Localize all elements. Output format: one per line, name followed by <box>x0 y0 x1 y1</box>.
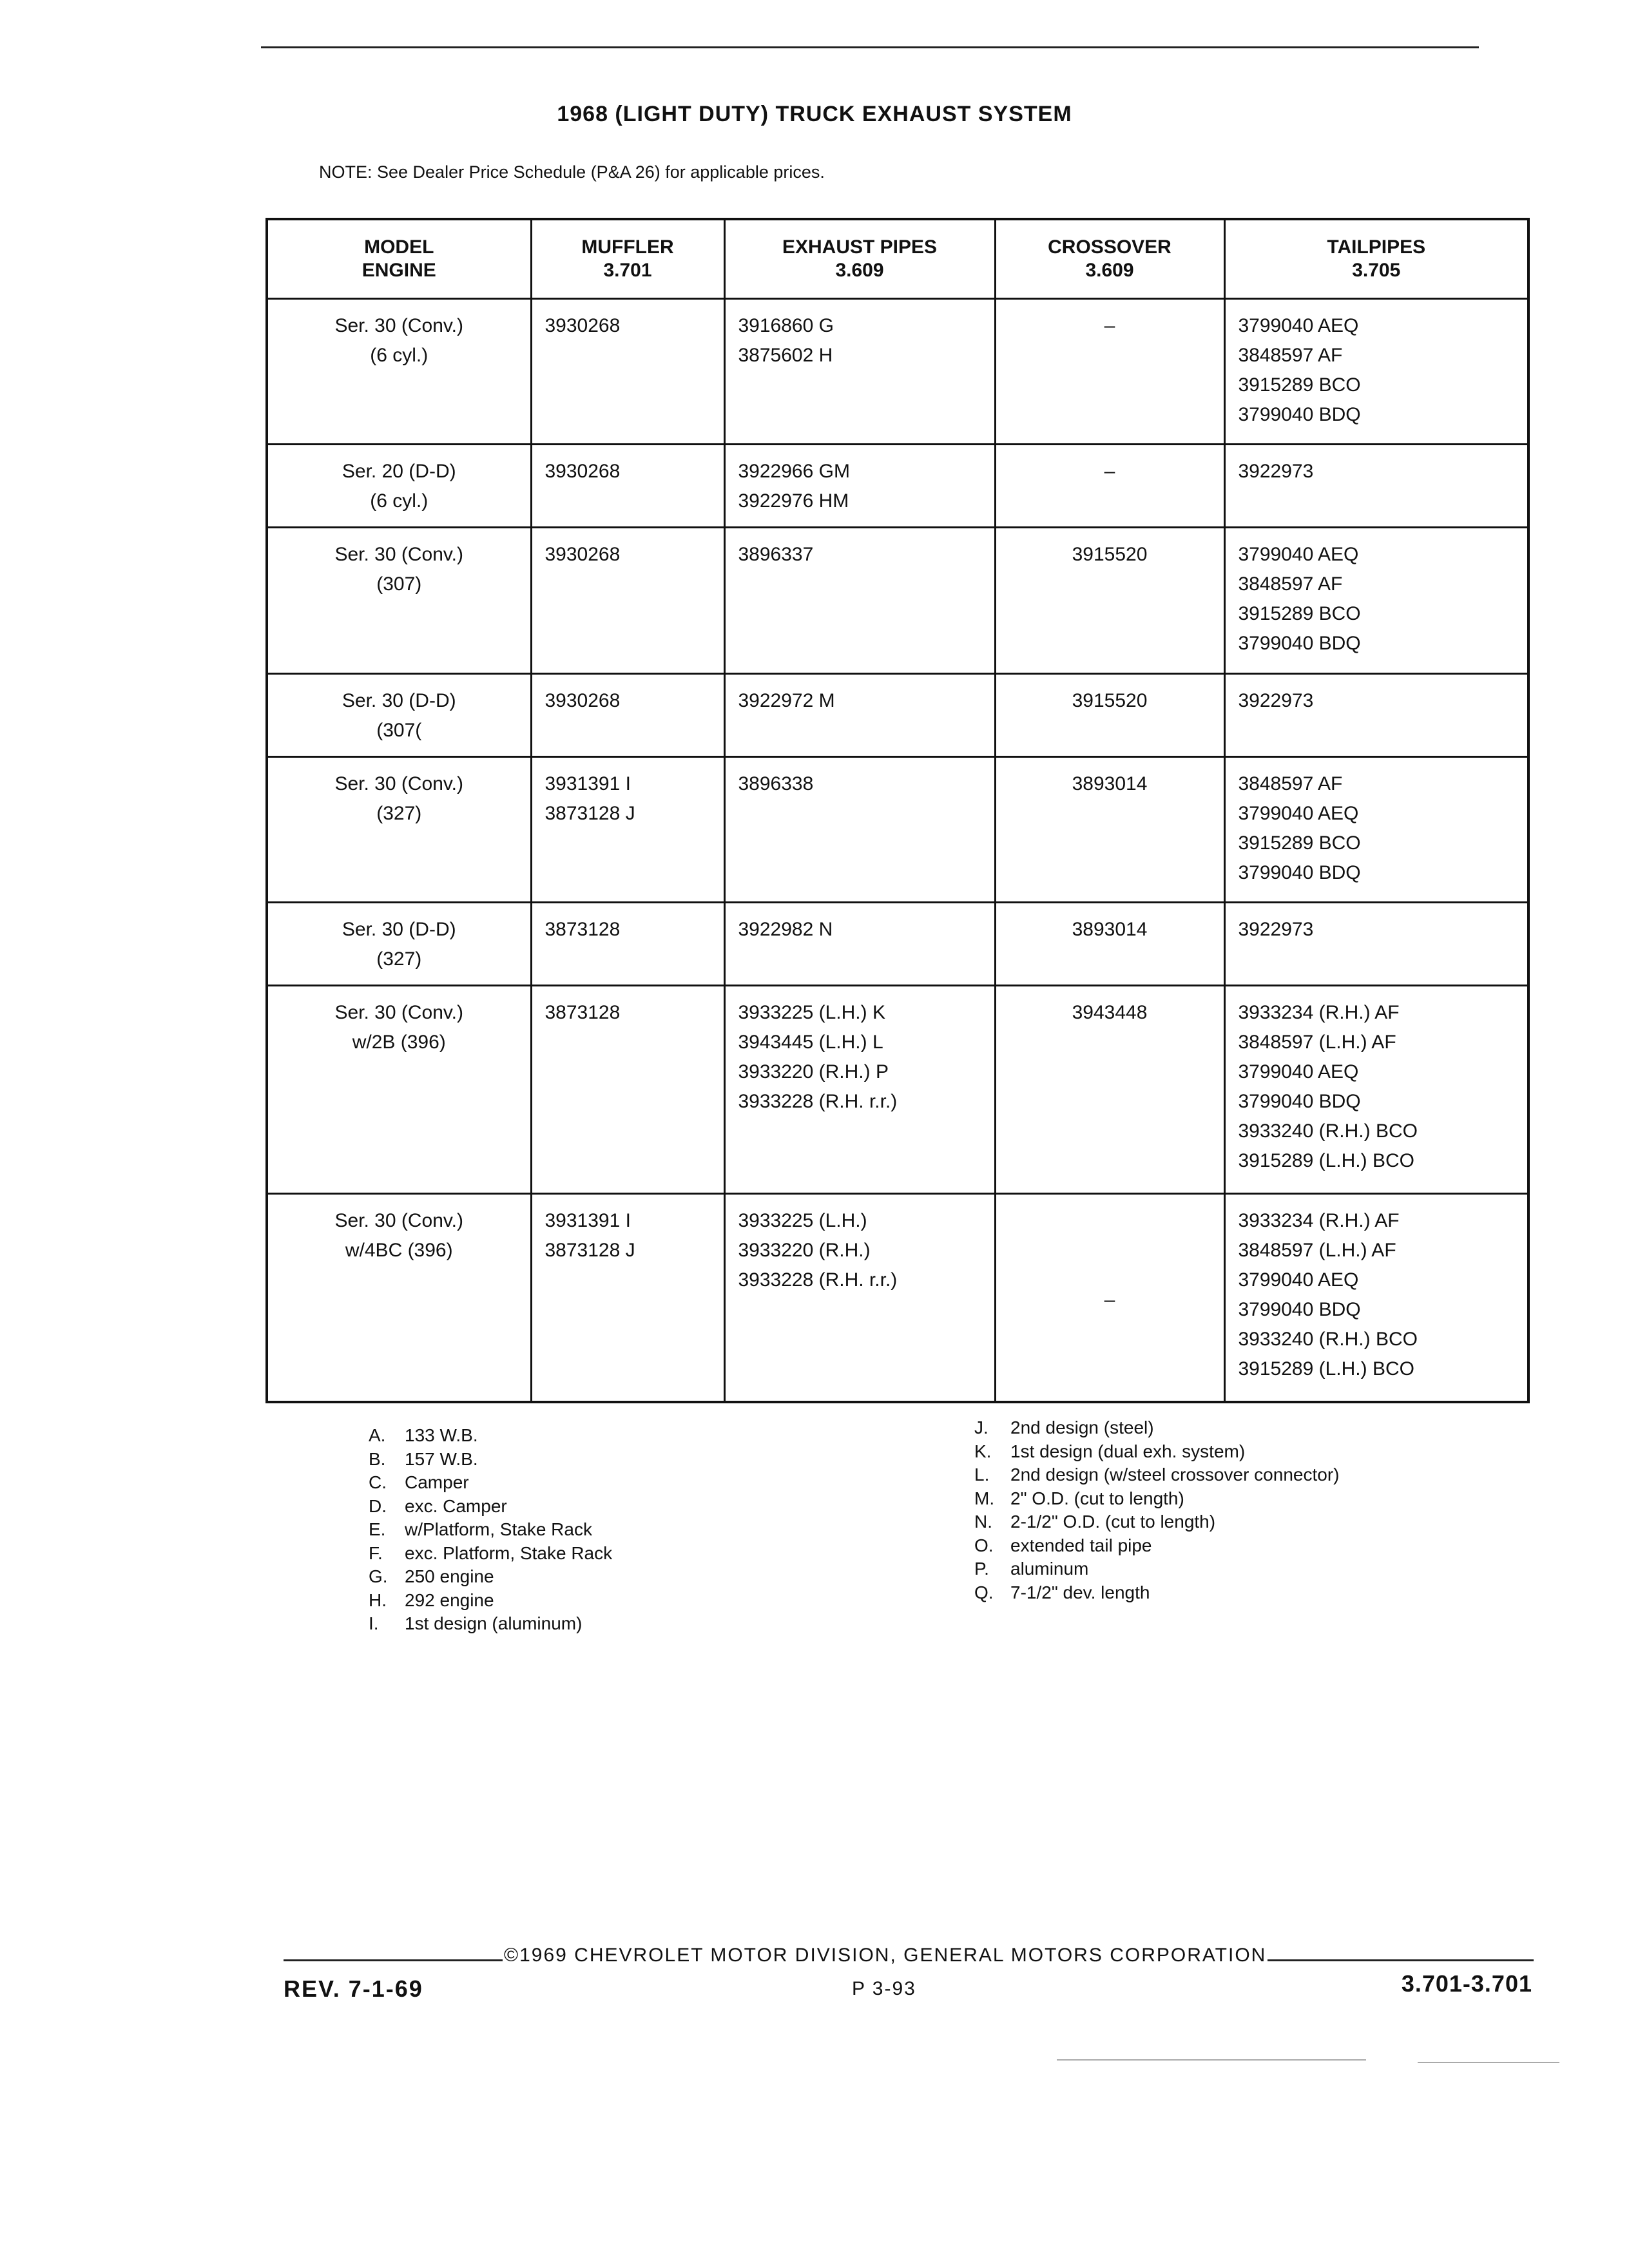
table-row <box>267 756 1528 902</box>
table-row <box>267 1194 1528 1402</box>
cell-text: 3848597 AF <box>1238 345 1343 366</box>
cell-tailpipes <box>1224 756 1528 902</box>
exhaust-parts-table <box>265 218 1530 1403</box>
cell-text: 3933220 (R.H.) P <box>738 1061 889 1083</box>
cell-text: (6 cyl.) <box>370 490 429 512</box>
footnote-text: 2" O.D. (cut to length) <box>1010 1488 1184 1508</box>
cell-text: 3922972 M <box>738 689 835 711</box>
footnote-text: w/Platform, Stake Rack <box>405 1519 592 1539</box>
cell-text: – <box>1104 315 1115 336</box>
footnote-key: F. <box>369 1542 383 1563</box>
cell-pipes <box>724 445 995 528</box>
cell-muffler <box>531 673 724 756</box>
cell-text: 3848597 (L.H.) AF <box>1238 1032 1396 1053</box>
footnote-item <box>974 1510 1339 1534</box>
cell-text: 3915289 BCO <box>1238 832 1361 854</box>
table-row <box>267 902 1528 985</box>
cell-text: 3915289 (L.H.) BCO <box>1238 1358 1414 1380</box>
copyright-text: ©1969 CHEVROLET MOTOR DIVISION, GENERAL MOTORS CORPORATION <box>504 1945 1267 1966</box>
cell-text: 3893014 <box>1072 773 1148 794</box>
table-header-row <box>267 219 1528 299</box>
cell-model <box>267 445 531 528</box>
cell-tailpipes <box>1224 299 1528 445</box>
cell-text: 3933225 (L.H.) K <box>738 1002 885 1024</box>
footnote-item <box>974 1487 1339 1511</box>
footnote-text: Camper <box>405 1472 469 1492</box>
cell-model <box>267 756 531 902</box>
cell-pipes <box>724 986 995 1194</box>
cell-text: 3873128 J <box>545 802 635 824</box>
cell-text: 3933234 (R.H.) AF <box>1238 1002 1400 1024</box>
cell-text: 3848597 AF <box>1238 573 1343 595</box>
footnote-item <box>369 1518 612 1542</box>
cell-text: 3922976 HM <box>738 490 849 512</box>
column-header-text: 3.705 <box>1352 260 1401 281</box>
cell-pipes <box>724 673 995 756</box>
cell-text: 3933220 (R.H.) <box>738 1240 871 1262</box>
footnote-key: Q. <box>974 1582 994 1602</box>
cell-text: 3933240 (R.H.) BCO <box>1238 1120 1418 1142</box>
cell-muffler <box>531 299 724 445</box>
cell-crossover <box>995 986 1224 1194</box>
cell-tailpipes <box>1224 986 1528 1194</box>
cell-tailpipes <box>1224 673 1528 756</box>
cell-text: Ser. 30 (Conv.) <box>334 315 464 336</box>
cell-text: 3799040 AEQ <box>1238 1061 1359 1083</box>
table-row <box>267 445 1528 528</box>
cell-text: (327) <box>376 948 422 970</box>
scan-mark <box>1057 2059 1366 2061</box>
footnote-item <box>974 1581 1339 1605</box>
cell-text: 3915520 <box>1072 689 1148 711</box>
cell-text: Ser. 30 (Conv.) <box>334 1210 464 1232</box>
footer-rule-right <box>1268 1959 1534 1961</box>
cell-text: 3873128 <box>545 918 621 940</box>
price-note: NOTE: See Dealer Price Schedule (P&A 26) for applicable prices. <box>319 162 825 182</box>
top-rule <box>261 46 1479 48</box>
cell-model <box>267 1194 531 1402</box>
column-header-tailpipes <box>1224 219 1528 299</box>
cell-pipes <box>724 902 995 985</box>
column-header-muffler <box>531 219 724 299</box>
footnote-item <box>974 1557 1339 1581</box>
cell-text: 3922973 <box>1238 689 1314 711</box>
column-header-text: ENGINE <box>361 260 436 281</box>
footer-rule-left <box>284 1959 503 1961</box>
footnote-key: N. <box>974 1512 992 1532</box>
footnote-text: extended tail pipe <box>1010 1535 1152 1555</box>
scan-mark <box>1418 2062 1559 2063</box>
footnote-item <box>369 1424 612 1448</box>
footnote-key: B. <box>369 1448 386 1469</box>
cell-text: 3915289 BCO <box>1238 603 1361 625</box>
footnote-key: D. <box>369 1495 387 1516</box>
column-header-text: EXHAUST PIPES <box>782 236 938 258</box>
table-row <box>267 299 1528 445</box>
footnote-key: P. <box>974 1559 989 1579</box>
cell-text: 3799040 BDQ <box>1238 1299 1361 1321</box>
cell-text: 3848597 (L.H.) AF <box>1238 1240 1396 1262</box>
cell-text: (307) <box>376 573 422 595</box>
footnote-key: O. <box>974 1535 994 1555</box>
cell-tailpipes <box>1224 528 1528 673</box>
footnote-key: H. <box>369 1590 387 1610</box>
footnote-item <box>974 1463 1339 1487</box>
footnote-key: M. <box>974 1488 995 1508</box>
column-header-crossover <box>995 219 1224 299</box>
cell-model <box>267 673 531 756</box>
cell-crossover <box>995 528 1224 673</box>
footnote-text: 1st design (dual exh. system) <box>1010 1441 1246 1461</box>
cell-text: 3922973 <box>1238 918 1314 940</box>
cell-text: 3799040 AEQ <box>1238 1269 1359 1291</box>
footnote-text: 2nd design (steel) <box>1010 1418 1154 1437</box>
footnote-key: L. <box>974 1465 990 1485</box>
cell-pipes <box>724 528 995 673</box>
footnote-item <box>369 1448 612 1472</box>
cell-muffler <box>531 986 724 1194</box>
cell-text: Ser. 30 (Conv.) <box>334 1002 464 1024</box>
cell-text: 3930268 <box>545 544 621 566</box>
table-row <box>267 673 1528 756</box>
cell-text: 3922966 GM <box>738 461 850 483</box>
footnote-key: K. <box>974 1441 992 1461</box>
cell-text: 3799040 AEQ <box>1238 544 1359 566</box>
cell-model <box>267 528 531 673</box>
section-number: 3.701-3.701 <box>1401 1970 1532 1997</box>
cell-tailpipes <box>1224 445 1528 528</box>
footnote-text: 250 engine <box>405 1566 494 1586</box>
cell-model <box>267 986 531 1194</box>
column-header-text: MODEL <box>364 236 434 258</box>
table-body <box>267 299 1528 1403</box>
footnote-item <box>369 1612 612 1636</box>
table-row <box>267 986 1528 1194</box>
cell-text: 3799040 BDQ <box>1238 404 1361 425</box>
column-header-text: 3.701 <box>603 260 652 281</box>
cell-text: 3799040 BDQ <box>1238 1091 1361 1113</box>
footnote-item <box>369 1471 612 1495</box>
cell-text: 3933225 (L.H.) <box>738 1210 867 1232</box>
cell-muffler <box>531 756 724 902</box>
table-row <box>267 528 1528 673</box>
cell-muffler <box>531 1194 724 1402</box>
footnote-text: 157 W.B. <box>405 1448 478 1469</box>
cell-text: 3799040 BDQ <box>1238 633 1361 655</box>
footnote-item <box>369 1542 612 1566</box>
cell-text: 3848597 AF <box>1238 773 1343 794</box>
cell-tailpipes <box>1224 1194 1528 1402</box>
cell-crossover <box>995 445 1224 528</box>
footnote-text: 2-1/2" O.D. (cut to length) <box>1010 1512 1216 1532</box>
cell-text: (6 cyl.) <box>370 345 429 366</box>
footnote-item <box>974 1534 1339 1558</box>
footnote-item <box>369 1565 612 1589</box>
footnote-text: aluminum <box>1010 1559 1089 1579</box>
cell-muffler <box>531 528 724 673</box>
column-header-text: MUFFLER <box>581 236 674 258</box>
footnote-text: 2nd design (w/steel crossover connector) <box>1010 1465 1340 1485</box>
cell-muffler <box>531 445 724 528</box>
column-header-text: CROSSOVER <box>1048 236 1171 258</box>
cell-text: w/2B (396) <box>352 1032 446 1053</box>
cell-model <box>267 299 531 445</box>
cell-text: (307( <box>376 719 422 741</box>
footnote-text: exc. Platform, Stake Rack <box>405 1542 613 1563</box>
footnote-key: I. <box>369 1613 379 1633</box>
cell-text: 3931391 I <box>545 773 631 794</box>
cell-text: 3916860 G <box>738 315 834 336</box>
footnote-item <box>369 1589 612 1613</box>
cell-text: – <box>1104 461 1115 483</box>
cell-text: Ser. 30 (Conv.) <box>334 544 464 566</box>
cell-text: 3922982 N <box>738 918 833 940</box>
footnote-text: 133 W.B. <box>405 1425 478 1445</box>
copyright-line <box>284 1945 1534 1966</box>
footnote-text: 1st design (aluminum) <box>405 1613 583 1633</box>
cell-text: 3915289 BCO <box>1238 374 1361 396</box>
cell-model <box>267 902 531 985</box>
footnote-key: C. <box>369 1472 387 1492</box>
footnote-text: exc. Camper <box>405 1495 507 1516</box>
column-header-model-engine <box>267 219 531 299</box>
cell-crossover <box>995 902 1224 985</box>
footnote-text: 292 engine <box>405 1590 494 1610</box>
footnotes-left <box>369 1424 612 1636</box>
revision-date: REV. 7-1-69 <box>284 1975 423 2002</box>
cell-pipes <box>724 1194 995 1402</box>
cell-text: 3933240 (R.H.) BCO <box>1238 1329 1418 1350</box>
cell-text: 3799040 AEQ <box>1238 802 1359 824</box>
footnote-item <box>974 1440 1339 1464</box>
footnote-item <box>369 1495 612 1519</box>
cell-text: 3896337 <box>738 544 814 566</box>
cell-text: 3873128 <box>545 1002 621 1024</box>
cell-text: 3893014 <box>1072 918 1148 940</box>
column-header-exhaust-pipes <box>724 219 995 299</box>
cell-crossover <box>995 756 1224 902</box>
cell-crossover <box>995 1194 1224 1402</box>
cell-text: Ser. 30 (D-D) <box>342 918 456 940</box>
cell-tailpipes <box>1224 902 1528 985</box>
footnote-text: 7-1/2" dev. length <box>1010 1582 1150 1602</box>
cell-text: 3873128 J <box>545 1240 635 1262</box>
cell-text: 3915520 <box>1072 544 1148 566</box>
cell-text: 3930268 <box>545 689 621 711</box>
cell-text: 3915289 (L.H.) BCO <box>1238 1150 1414 1172</box>
cell-crossover <box>995 299 1224 445</box>
column-header-text: 3.609 <box>1085 260 1134 281</box>
footnote-key: E. <box>369 1519 386 1539</box>
cell-text: 3799040 AEQ <box>1238 315 1359 336</box>
page-number: P 3-93 <box>852 1978 916 1999</box>
cell-crossover <box>995 673 1224 756</box>
footnote-item <box>974 1416 1339 1440</box>
cell-text: 3875602 H <box>738 345 833 366</box>
cell-pipes <box>724 756 995 902</box>
cell-text: Ser. 20 (D-D) <box>342 461 456 483</box>
page-title: 1968 (LIGHT DUTY) TRUCK EXHAUST SYSTEM <box>557 102 1072 126</box>
footnote-key: J. <box>974 1418 988 1437</box>
cell-text: 3931391 I <box>545 1210 631 1232</box>
footnote-key: G. <box>369 1566 388 1586</box>
cell-text: 3933228 (R.H. r.r.) <box>738 1269 898 1291</box>
cell-text: 3896338 <box>738 773 814 794</box>
cell-text: (327) <box>376 802 422 824</box>
cell-text: – <box>1104 1289 1115 1311</box>
cell-text: w/4BC (396) <box>345 1240 453 1262</box>
cell-text: 3943445 (L.H.) L <box>738 1032 883 1053</box>
cell-text: 3930268 <box>545 315 621 336</box>
footnote-key: A. <box>369 1425 386 1445</box>
column-header-text: TAILPIPES <box>1327 236 1426 258</box>
cell-muffler <box>531 902 724 985</box>
column-header-text: 3.609 <box>835 260 884 281</box>
cell-text: Ser. 30 (D-D) <box>342 689 456 711</box>
footnotes-right <box>974 1416 1339 1604</box>
cell-text: Ser. 30 (Conv.) <box>334 773 464 794</box>
cell-text: 3933228 (R.H. r.r.) <box>738 1091 898 1113</box>
cell-text: 3799040 BDQ <box>1238 861 1361 883</box>
cell-text: 3933234 (R.H.) AF <box>1238 1210 1400 1232</box>
cell-text: 3943448 <box>1072 1002 1148 1024</box>
cell-pipes <box>724 299 995 445</box>
cell-text: 3922973 <box>1238 461 1314 483</box>
cell-text: 3930268 <box>545 461 621 483</box>
